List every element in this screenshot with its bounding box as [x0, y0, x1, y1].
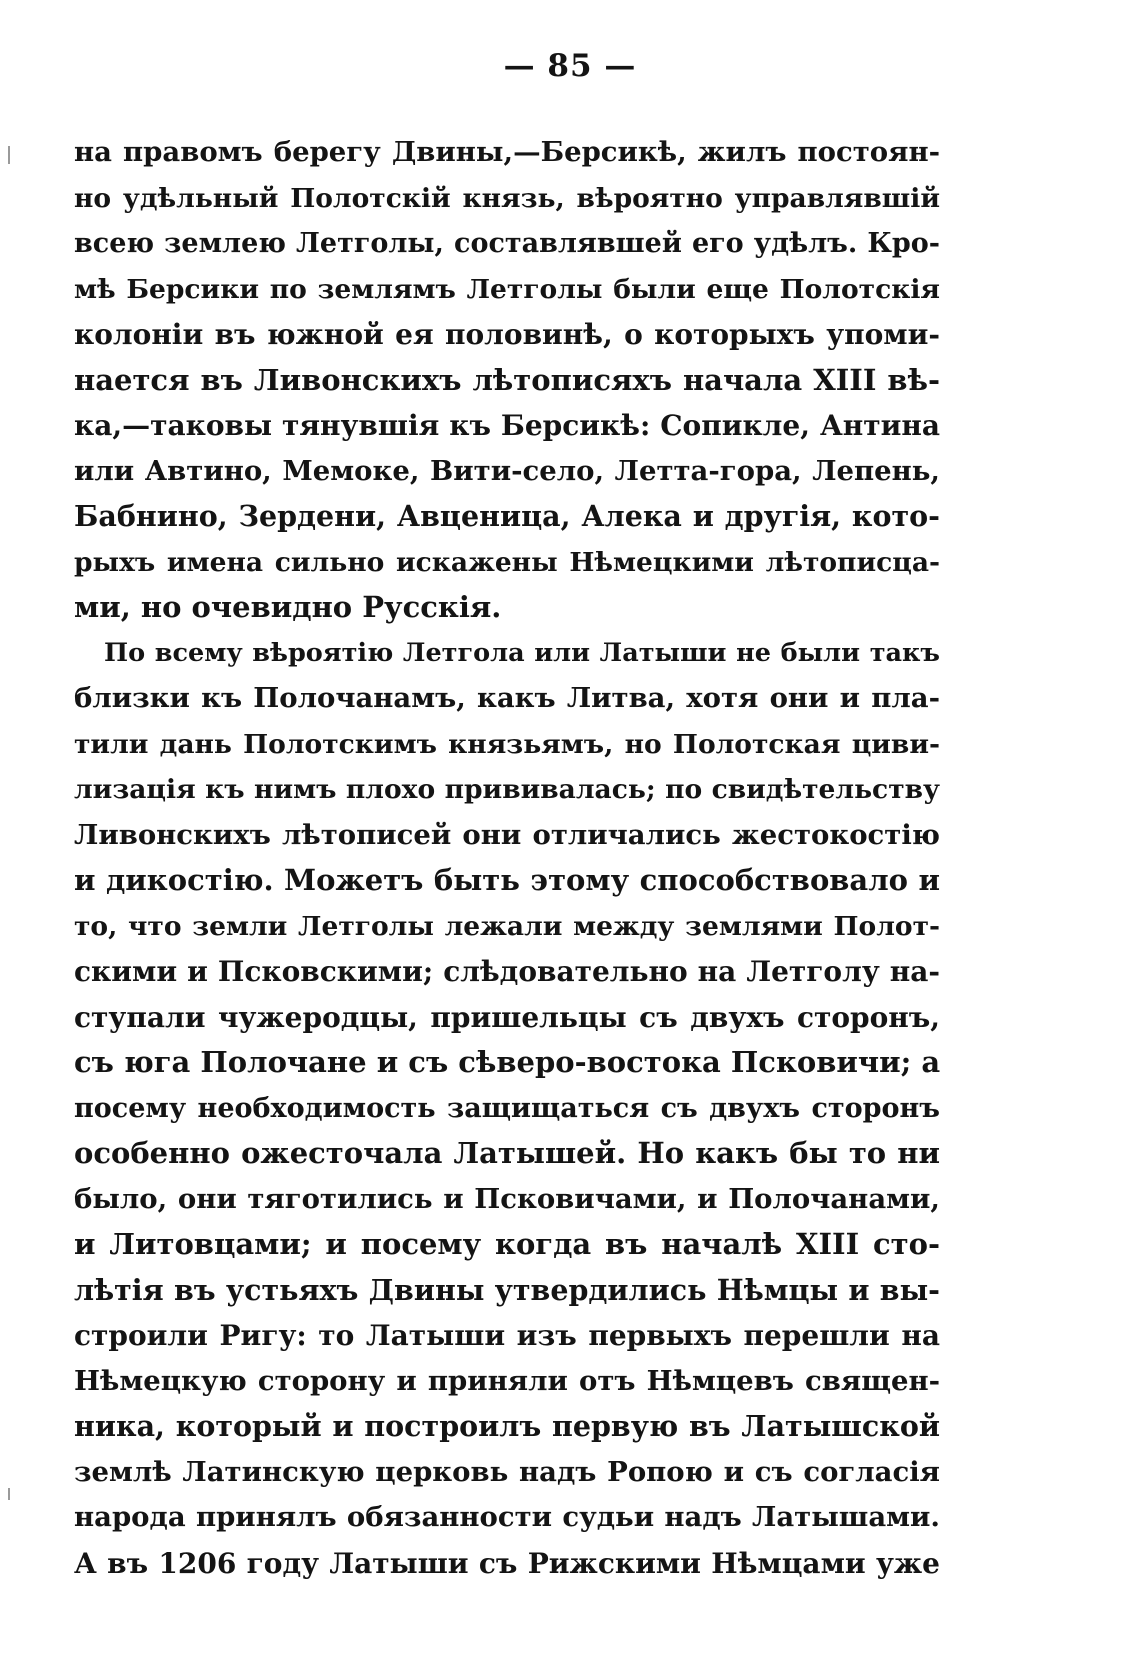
margin-mark-bottom: [8, 1488, 10, 1500]
margin-mark-top: [8, 146, 10, 164]
text-line: или Автино, Мемоке, Вити-село, Летта-гора, Лепень,: [74, 454, 940, 487]
text-line: землѣ Латинскую церковь надъ Ропою и съ согласія: [74, 1455, 940, 1488]
text-line: Нѣмецкую сторону и приняли отъ Нѣмцевъ священ-: [74, 1364, 940, 1397]
text-line: По всему вѣроятію Летгола или Латыши не были такъ: [104, 637, 940, 668]
text-line: было, они тяготились и Псковичами, и Полочанами,: [74, 1182, 940, 1215]
text-line: народа принялъ обязанности судьи надъ Латышами.: [74, 1501, 940, 1533]
text-line: Бабнино, Зердени, Авценица, Алека и другія, кото-: [74, 499, 940, 533]
text-line: Ливонскихъ лѣтописей они отличались жестокостію: [74, 818, 940, 851]
text-line: на правомъ берегу Двины,—Берсикѣ, жилъ постоян-: [74, 136, 940, 168]
paragraph-1: [74, 130, 940, 631]
text-line: ка,—таковы тянувшія къ Берсикѣ: Сопикле, Антина: [74, 409, 940, 442]
page-number: — 85 —: [503, 48, 637, 84]
text-line: нается въ Ливонскихъ лѣтописяхъ начала XIII вѣ-: [74, 362, 940, 397]
text-line: лизація къ нимъ плохо прививалась; по свидѣтельству: [74, 774, 940, 805]
text-line: посему необходимость защищаться съ двухъ сторонъ: [74, 1092, 940, 1124]
text-line: съ юга Полочане и съ сѣверо-востока Псковичи; а: [74, 1045, 940, 1079]
text-line: рыхъ имена сильно искажены Нѣмецкими лѣтописца-: [74, 546, 940, 578]
text-line: но удѣльный Полотскій князь, вѣроятно управлявшій: [74, 182, 940, 214]
text-line: лѣтія въ устьяхъ Двины утвердились Нѣмцы и вы-: [74, 1272, 940, 1307]
paragraph-2: [74, 631, 940, 1587]
text-line: ника, который и построилъ первую въ Латышской: [74, 1409, 940, 1443]
text-line: то, что земли Летголы лежали между землями Полот-: [74, 910, 940, 942]
text-line: ступали чужеродцы, пришельцы съ двухъ сторонъ,: [74, 1000, 940, 1034]
text-line: мѣ Берсики по землямъ Летголы были еще Полотскія: [74, 273, 940, 305]
text-line: ми, но очевидно Русскія.: [74, 590, 502, 624]
text-line: тили дань Полотскимъ князьямъ, но Полотская циви-: [74, 728, 940, 760]
text-line: и Литовцами; и посему когда въ началѣ XIII сто-: [74, 1227, 940, 1261]
text-line: строили Ригу: то Латыши изъ первыхъ перешли на: [74, 1319, 940, 1352]
text-line: скими и Псковскими; слѣдовательно на Летголу на-: [74, 955, 940, 988]
text-line: всею землею Летголы, составлявшей его удѣлъ. Кро-: [74, 228, 940, 259]
text-line: колоніи въ южной ея половинѣ, о которыхъ упоми-: [74, 318, 940, 351]
text-line: и дикостію. Можетъ быть этому способствовало и: [74, 863, 940, 897]
body-text: [74, 130, 940, 1586]
text-line: А въ 1206 году Латыши съ Рижскими Нѣмцами уже: [74, 1546, 940, 1580]
text-line: особенно ожесточала Латышей. Но какъ бы то ни: [74, 1136, 940, 1170]
text-line: близки къ Полочанамъ, какъ Литва, хотя они и пла-: [74, 682, 940, 714]
